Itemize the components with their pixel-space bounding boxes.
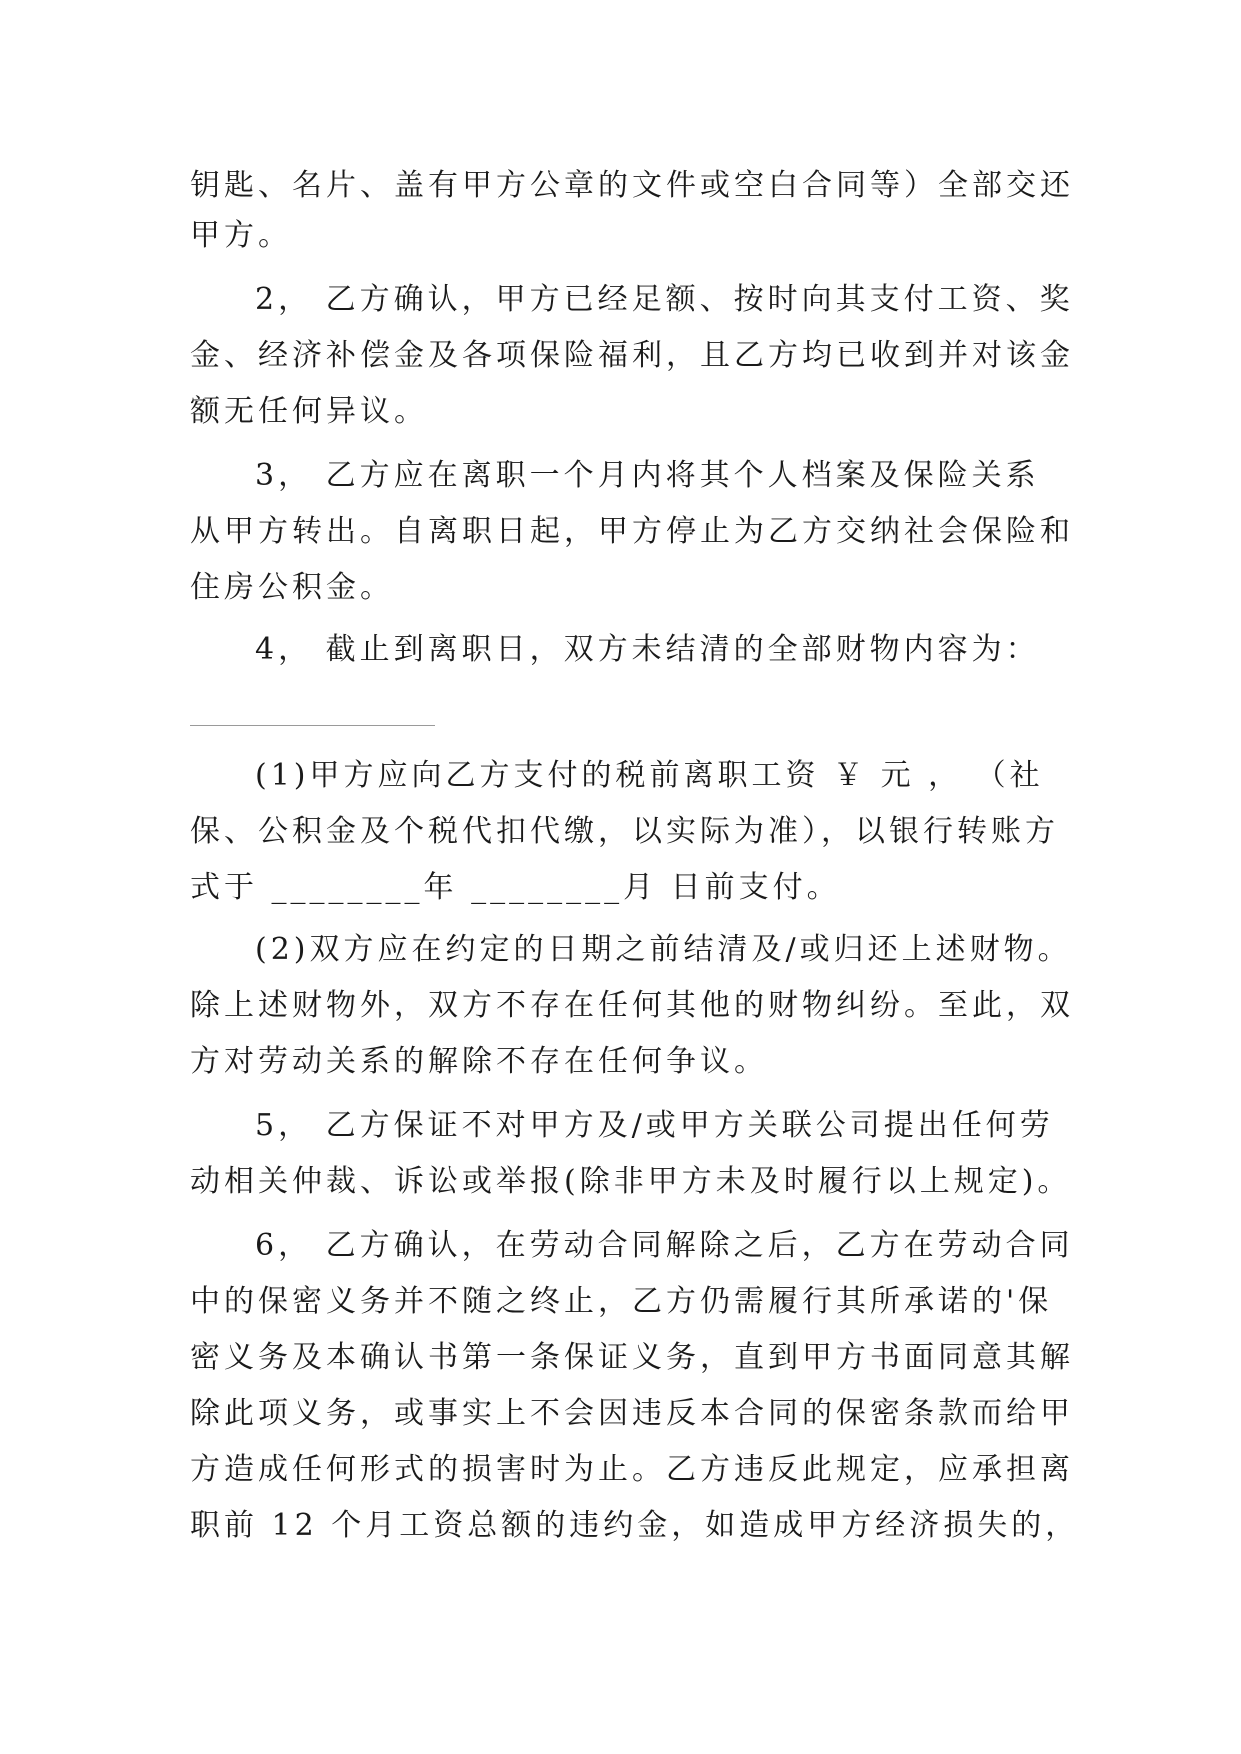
clause-2-line: 2， 乙方确认，甲方已经足额、按时向其支付工资、奖 <box>255 282 1074 317</box>
text-line: 密义务及本确认书第一条保证义务，直到甲方书面同意其解 <box>190 1340 1074 1375</box>
item-1-line: (1)甲方应向乙方支付的税前离职工资 ￥ 元 ， （社 <box>255 758 1044 793</box>
text-line: 从甲方转出。自离职日起，甲方停止为乙方交纳社会保险和 <box>190 514 1074 549</box>
text-line: 动相关仲裁、诉讼或举报(除非甲方未及时履行以上规定)。 <box>190 1164 1072 1199</box>
text-line: 除上述财物外，双方不存在任何其他的财物纠纷。至此，双 <box>190 988 1074 1023</box>
text-line: 额无任何异议。 <box>190 394 428 429</box>
clause-4-line: 4， 截止到离职日，双方未结清的全部财物内容为： <box>255 632 1040 667</box>
text-line: 方对劳动关系的解除不存在任何争议。 <box>190 1044 768 1079</box>
text-line: 甲方。 <box>190 218 292 253</box>
clause-5-line: 5， 乙方保证不对甲方及/或甲方关联公司提出任何劳 <box>255 1108 1054 1143</box>
text-line: 职前 12 个月工资总额的违约金，如造成甲方经济损失的， <box>190 1508 1080 1543</box>
blank-fill-line <box>190 725 435 726</box>
text-line: 方造成任何形式的损害时为止。乙方违反此规定，应承担离 <box>190 1452 1074 1487</box>
clause-6-line: 6， 乙方确认，在劳动合同解除之后，乙方在劳动合同 <box>255 1228 1074 1263</box>
text-line: 住房公积金。 <box>190 570 394 605</box>
clause-3-line: 3， 乙方应在离职一个月内将其个人档案及保险关系 <box>255 458 1040 493</box>
text-line: 钥匙、名片、盖有甲方公章的文件或空白合同等）全部交还 <box>190 168 1074 203</box>
text-line: 金、经济补偿金及各项保险福利，且乙方均已收到并对该金 <box>190 338 1074 373</box>
text-line: 除此项义务，或事实上不会因违反本合同的保密条款而给甲 <box>190 1396 1074 1431</box>
item-2-line: (2)双方应在约定的日期之前结清及/或归还上述财物。 <box>255 932 1072 967</box>
text-line: 保、公积金及个税代扣代缴，以实际为准），以银行转账方 <box>190 814 1059 849</box>
text-line: 式于 ________年 ________月 日前支付。 <box>190 870 841 905</box>
text-line: 中的保密义务并不随之终止，乙方仍需履行其所承诺的'保 <box>190 1284 1053 1319</box>
